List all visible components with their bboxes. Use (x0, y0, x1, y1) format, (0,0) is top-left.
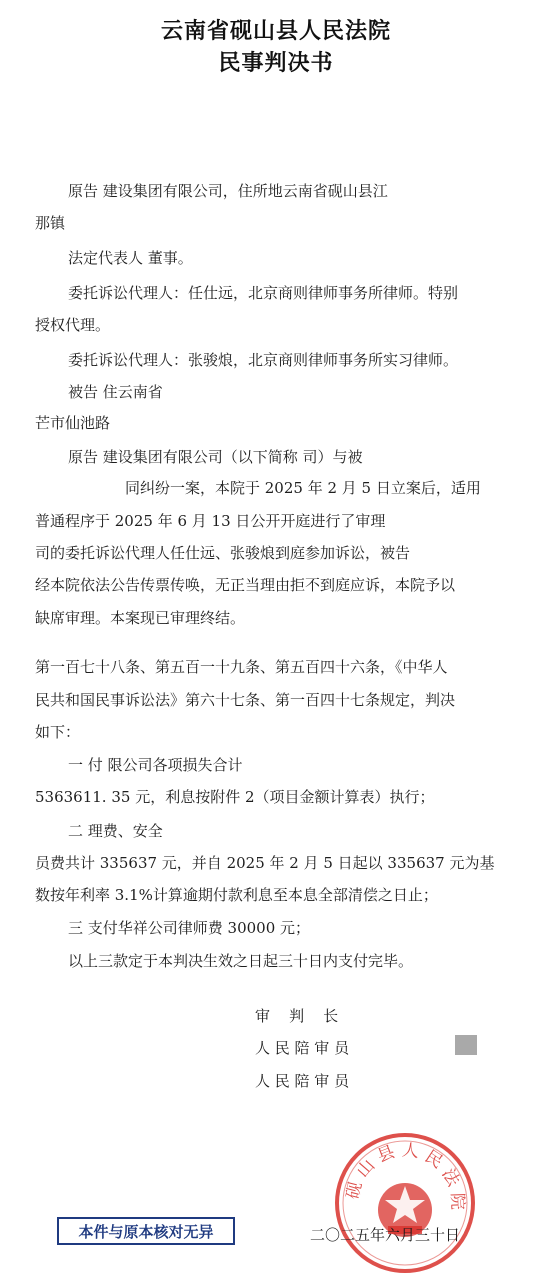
redaction-box (455, 1035, 477, 1055)
text-line: 三 支付华祥公司律师费 30000 元； (68, 919, 311, 937)
text-line: 民共和国民事诉讼法》第六十七条、第一百四十七条规定，判决 (35, 691, 456, 709)
verification-stamp: 本件与原本核对无异 (57, 1217, 235, 1245)
text-line: 员费共计 335637 元，并自 2025 年 2 月 5 日起以 335637 元为基 (35, 854, 495, 872)
document-type: 民事判决书 (218, 50, 334, 76)
text-line: 第一百七十八条、第五百一十九条、第五百四十六条，《中华人 (35, 658, 448, 676)
text-line: 二 理费、安全 (68, 822, 163, 840)
court-seal-icon (330, 1128, 480, 1278)
seal-text: 砚 山 县 人 民 法 院 (342, 1140, 468, 1211)
judgment-date: 二〇二五年六月三十日 (310, 1226, 461, 1244)
text-line: 数按年利率 3.1%计算逾期付款利息至本息全部清偿之日止； (35, 886, 438, 904)
assessor-label: 人 民 陪 审 员 (255, 1039, 350, 1057)
text-line: 原告 建设集团有限公司（以下简称 司）与被 (68, 448, 363, 466)
text-line: 那镇 (35, 214, 66, 232)
text-line: 缺席审理。本案现已审理终结。 (35, 609, 246, 627)
text-line: 同纠纷一案，本院于 2025 年 2 月 5 日立案后，适用 (125, 479, 481, 497)
text-line: 原告 建设集团有限公司，住所地云南省砚山县江 (68, 182, 388, 200)
text-line: 委托诉讼代理人：张骏烺，北京商则律师事务所实习律师。 (68, 351, 459, 369)
chief-judge-label: 审 判 长 (255, 1007, 339, 1025)
text-line: 以上三款定于本判决生效之日起三十日内支付完毕。 (68, 952, 414, 970)
text-line: 芒市仙池路 (35, 414, 111, 432)
text-line: 委托诉讼代理人：任仕远，北京商则律师事务所律师。特别 (68, 284, 459, 302)
text-line: 5363611. 35 元，利息按附件 2（项目金额计算表）执行； (35, 788, 435, 806)
court-name: 云南省砚山县人民法院 (160, 18, 391, 44)
text-line: 一 付 限公司各项损失合计 (68, 756, 243, 774)
text-line: 授权代理。 (35, 316, 111, 334)
text-line: 被告 住云南省 (68, 383, 163, 401)
text-line: 普通程序于 2025 年 6 月 13 日公开开庭进行了审理 (35, 512, 386, 530)
text-line: 如下： (35, 723, 81, 741)
text-line: 司的委托诉讼代理人任仕远、张骏烺到庭参加诉讼，被告 (35, 544, 411, 562)
text-line: 法定代表人 董事。 (68, 249, 193, 267)
assessor-label: 人 民 陪 审 员 (255, 1072, 350, 1090)
text-line: 经本院依法公告传票传唤，无正当理由拒不到庭应诉，本院予以 (35, 576, 456, 594)
